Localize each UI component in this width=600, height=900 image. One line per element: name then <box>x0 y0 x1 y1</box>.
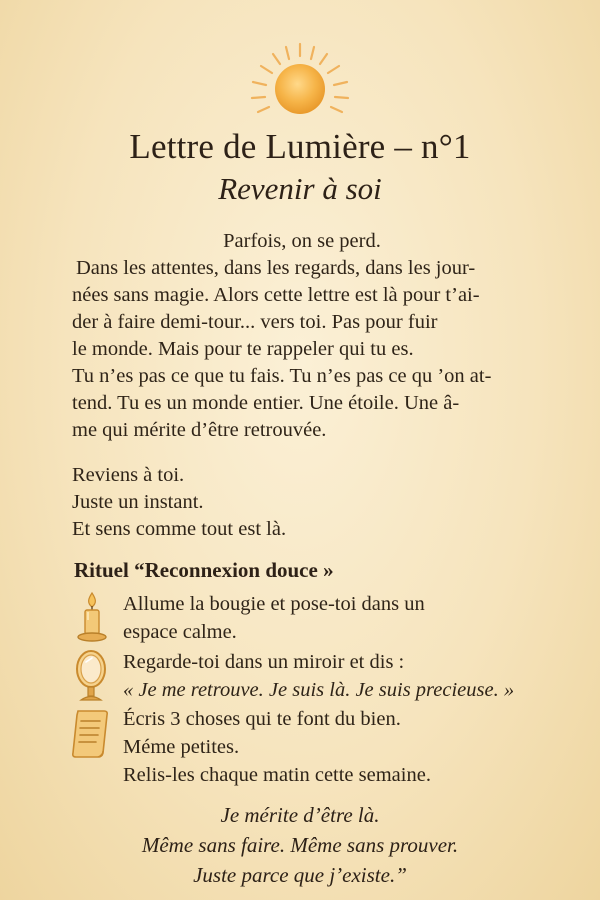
scroll-icon <box>72 705 112 761</box>
paragraph-line: Juste un instant. <box>72 491 204 513</box>
ritual-step-text <box>123 590 542 646</box>
step-line: Écris 3 choses qui te font du bien. <box>123 708 401 730</box>
step-line: Relis-les chaque matin cette semaine. <box>123 764 431 786</box>
letter-body <box>72 228 532 543</box>
ritual-step-mirror <box>72 648 542 704</box>
paragraph-line: me qui mérite d’être retrouvée. <box>72 419 327 441</box>
ritual-step-text <box>123 705 542 789</box>
paragraph-line: Et sens comme tout est là. <box>72 518 287 540</box>
step-line: espace calme. <box>123 621 237 643</box>
ritual-step-candle <box>72 590 542 646</box>
quote-line: Juste parce que j’existe.” <box>193 863 407 887</box>
letter-title: Lettre de Lumière – n°1 <box>129 127 471 166</box>
quote-line: Je mérite d’être là. <box>220 803 380 827</box>
ritual-step-text <box>123 648 542 704</box>
quote-line: Même sans faire. Même sans prouver. <box>141 833 459 857</box>
paragraph-line: tend. Tu es un monde entier. Une étoile. Une â- <box>72 392 460 414</box>
opening-line: Parfois, on se perd. <box>223 230 381 252</box>
paragraph-gap <box>72 444 532 462</box>
closing-quote <box>0 800 600 890</box>
paragraph-line: le monde. Mais pour te rappeler qui tu es. <box>72 338 414 360</box>
affirmation-line: « Je me retrouve. Je suis là. Je suis precieuse. » <box>123 679 515 701</box>
paragraph-line: nées sans magie. Alors cette lettre est là pour t’ai- <box>72 284 480 306</box>
step-line: Regarde-toi dans un miroir et dis : <box>123 651 405 673</box>
step-line: Allume la bougie et pose-toi dans un <box>123 593 425 615</box>
paragraph-line: Reviens à toi. <box>72 464 185 486</box>
letter-subtitle: Revenir à soi <box>218 171 382 206</box>
paragraph-line: Tu n’es pas ce que tu fais. Tu n’es pas ce qu ’on at- <box>72 365 492 387</box>
ritual-step-scroll <box>72 705 542 789</box>
paragraph-line: der à faire demi-tour... vers toi. Pas pour fuir <box>72 311 438 333</box>
paragraph-line: Dans les attentes, dans les regards, dans les jour- <box>76 257 476 279</box>
candle-icon <box>72 590 112 646</box>
ritual-heading: Rituel “Reconnexion douce » <box>74 558 334 582</box>
mirror-icon <box>72 648 112 704</box>
sun-icon <box>242 40 358 132</box>
step-line: Méme petites. <box>123 736 240 758</box>
